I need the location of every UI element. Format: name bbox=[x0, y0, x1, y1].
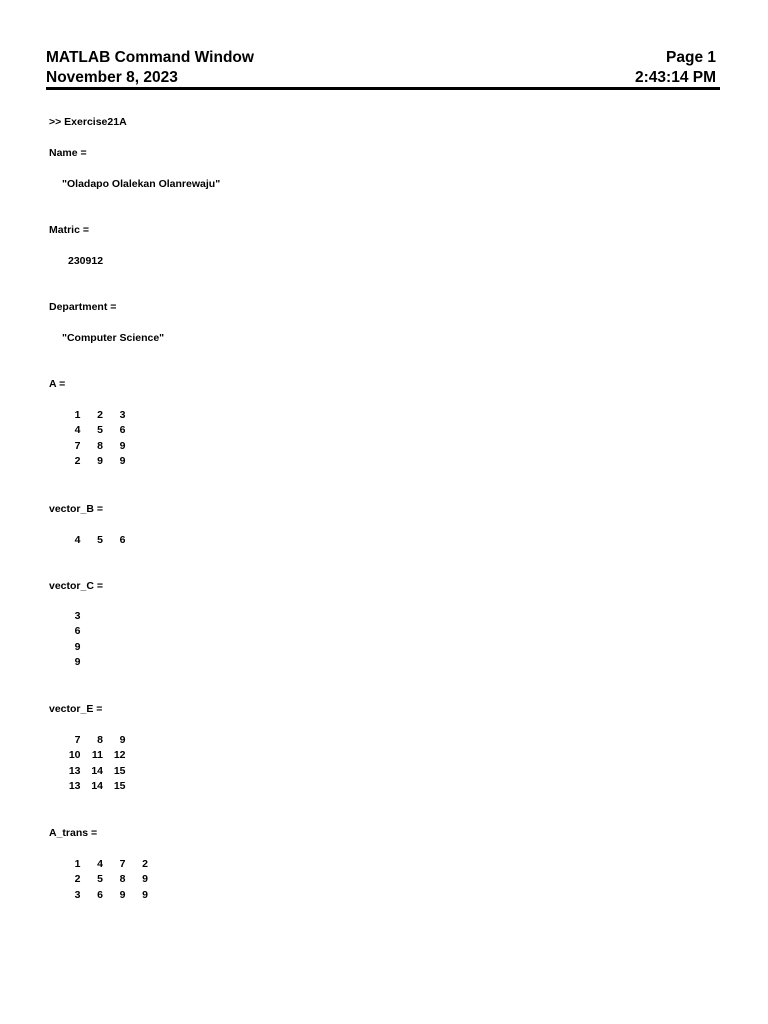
matrix-cell: 15 bbox=[113, 764, 126, 777]
matrix-row bbox=[58, 454, 126, 469]
matrix-cell: 5 bbox=[97, 873, 103, 886]
matric-label: Matric = bbox=[49, 224, 89, 236]
matrix-cell: 8 bbox=[119, 873, 126, 886]
matrix-cell: 3 bbox=[74, 610, 81, 622]
matrix-row bbox=[58, 872, 148, 887]
matrix-cell: 5 bbox=[97, 534, 103, 546]
matric-value: 230912 bbox=[68, 255, 104, 267]
matrix-row bbox=[58, 439, 126, 454]
matrix-cell: 7 bbox=[74, 439, 81, 452]
matrix-cell: 9 bbox=[142, 888, 148, 901]
matrix-cell: 1 bbox=[74, 409, 81, 421]
vector-c-label: vector_C = bbox=[49, 580, 103, 592]
matrix-cell: 10 bbox=[68, 749, 81, 762]
matrix-row bbox=[58, 624, 81, 639]
matrix-row bbox=[58, 408, 126, 423]
matrix-cell: 9 bbox=[97, 455, 103, 468]
a-trans-label: A_trans = bbox=[49, 827, 98, 839]
matrix-cell: 9 bbox=[119, 734, 126, 746]
name-value: "Oladapo Olalekan Olanrewaju" bbox=[62, 178, 221, 190]
matrix-cell: 11 bbox=[91, 749, 103, 762]
print-time: 2:43:14 PM bbox=[635, 69, 716, 86]
matrix-cell: 9 bbox=[142, 873, 148, 886]
matrix-cell: 7 bbox=[74, 734, 81, 746]
matrix-cell: 9 bbox=[74, 656, 81, 669]
matrix-cell: 5 bbox=[97, 424, 103, 437]
matrix-cell: 4 bbox=[74, 424, 81, 437]
matrix-cell: 6 bbox=[119, 534, 126, 546]
matrix-row bbox=[58, 779, 126, 794]
matrix-cell: 8 bbox=[97, 439, 103, 452]
department-value: "Computer Science" bbox=[62, 332, 165, 344]
matrix-row bbox=[58, 888, 148, 903]
matrix-cell: 2 bbox=[97, 409, 103, 421]
vector-b-label: vector_B = bbox=[49, 503, 103, 515]
matrix-cell: 6 bbox=[97, 888, 103, 901]
matrix-row bbox=[58, 748, 126, 763]
matrix-row bbox=[58, 733, 126, 748]
matrix-cell: 3 bbox=[119, 409, 126, 421]
matrix-cell: 6 bbox=[74, 625, 81, 638]
matrix-a-label: A = bbox=[49, 378, 66, 390]
window-title: MATLAB Command Window bbox=[46, 49, 254, 66]
matrix-cell: 6 bbox=[119, 424, 126, 437]
matrix-row bbox=[58, 640, 81, 655]
matrix-cell: 14 bbox=[91, 780, 103, 793]
a-trans-matrix bbox=[58, 857, 148, 903]
command-line: >> Exercise21A bbox=[49, 116, 127, 128]
matrix-cell: 13 bbox=[68, 780, 81, 793]
matrix-row bbox=[58, 533, 126, 548]
matrix-row bbox=[58, 423, 126, 438]
matrix-cell: 2 bbox=[74, 873, 81, 886]
matrix-cell: 9 bbox=[119, 455, 126, 468]
matrix-cell: 9 bbox=[119, 439, 126, 452]
matrix-row bbox=[58, 764, 126, 779]
matrix-row bbox=[58, 609, 81, 624]
matrix-row bbox=[58, 857, 148, 872]
matrix-cell: 2 bbox=[142, 858, 148, 870]
vector-e-label: vector_E = bbox=[49, 703, 103, 715]
matrix-cell: 1 bbox=[74, 858, 81, 870]
matrix-cell: 12 bbox=[113, 749, 126, 762]
page-number: Page 1 bbox=[666, 49, 716, 66]
matrix-cell: 4 bbox=[97, 858, 103, 870]
vector-e bbox=[58, 733, 126, 795]
matrix-cell: 13 bbox=[68, 764, 81, 777]
print-date: November 8, 2023 bbox=[46, 69, 178, 86]
matrix-cell: 9 bbox=[119, 888, 126, 901]
matrix-cell: 7 bbox=[119, 858, 126, 870]
department-label: Department = bbox=[49, 301, 117, 313]
matrix-cell: 4 bbox=[74, 534, 81, 546]
matrix-cell: 2 bbox=[74, 455, 81, 468]
matrix-cell: 15 bbox=[113, 780, 126, 793]
matrix-row bbox=[58, 655, 81, 670]
matrix-cell: 8 bbox=[97, 734, 103, 746]
name-label: Name = bbox=[49, 147, 87, 159]
matrix-cell: 9 bbox=[74, 640, 81, 653]
vector-b bbox=[58, 533, 126, 548]
matrix-cell: 3 bbox=[74, 888, 81, 901]
matrix-cell: 14 bbox=[91, 764, 103, 777]
matrix-a bbox=[58, 408, 126, 470]
vector-c bbox=[58, 609, 81, 671]
